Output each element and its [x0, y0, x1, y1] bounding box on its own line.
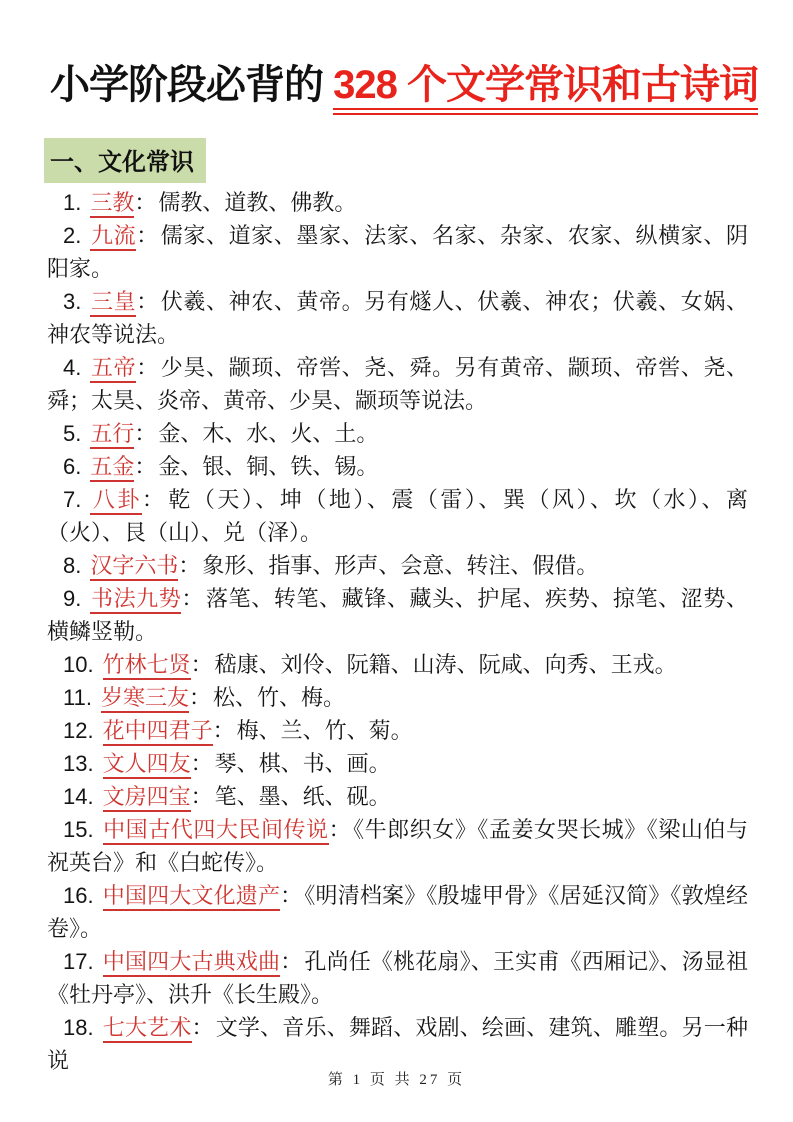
item-text: 孔尚任《桃花扇》、王实甫《西厢记》、汤显祖《牡丹亭》、洪升《长生殿》。 — [47, 949, 748, 1007]
item-colon: ： — [136, 223, 159, 248]
item-colon: ： — [212, 718, 235, 743]
item-colon: ： — [181, 586, 205, 611]
section-heading: 一、文化常识 — [44, 138, 206, 183]
item-colon: ： — [136, 289, 159, 314]
item-text: 《牛郎织女》《孟姜女哭长城》《梁山伯与祝英台》和《白蛇传》。 — [47, 817, 748, 875]
item-colon: ： — [190, 652, 213, 677]
item-number: 17. — [63, 949, 94, 974]
item-text: 梅、兰、竹、菊。 — [236, 718, 413, 743]
item-colon: ： — [141, 487, 167, 512]
section-heading-row — [44, 138, 793, 183]
item-text: 琴、棋、书、画。 — [214, 751, 391, 776]
item-number: 16. — [63, 883, 94, 908]
item-term-highlight: 五行 — [90, 421, 134, 449]
list-item — [47, 285, 748, 351]
item-number: 1. — [63, 190, 82, 215]
item-number: 11. — [63, 685, 92, 710]
list-item — [47, 351, 748, 417]
item-text: 象形、指事、形声、会意、转注、假借。 — [202, 553, 599, 578]
item-number: 10. — [63, 652, 94, 677]
item-term-highlight: 竹林七贤 — [103, 652, 191, 680]
item-term-highlight: 中国四大文化遗产 — [103, 883, 281, 911]
item-text: 《明清档案》《殷墟甲骨》《居延汉简》《敦煌经卷》。 — [47, 883, 748, 941]
item-colon: ： — [328, 817, 352, 842]
page-title — [50, 60, 758, 110]
item-term-highlight: 书法九势 — [90, 586, 181, 614]
page-title-black-part: 小学阶段必背的 — [50, 63, 334, 107]
item-term-highlight: 五金 — [90, 454, 134, 482]
item-number: 12. — [63, 718, 94, 743]
list-item — [47, 549, 748, 582]
list-item — [47, 747, 748, 780]
item-number: 7. — [63, 487, 82, 512]
list-item — [47, 219, 748, 285]
item-colon: ： — [178, 553, 201, 578]
item-text: 笔、墨、纸、砚。 — [214, 784, 391, 809]
item-term-highlight: 三教 — [90, 190, 134, 218]
item-number: 9. — [63, 586, 82, 611]
item-colon: ： — [134, 454, 157, 479]
list-item — [47, 582, 748, 648]
item-number: 2. — [63, 223, 82, 248]
item-text: 少昊、颛顼、帝喾、尧、舜。另有黄帝、颛顼、帝喾、尧、舜；太昊、炎帝、黄帝、少昊、颛顼等说法。 — [47, 355, 748, 413]
item-term-highlight: 文人四友 — [103, 751, 191, 779]
item-text: 落笔、转笔、藏锋、藏头、护尾、疾势、掠笔、涩势、横鳞竖勒。 — [47, 586, 748, 644]
item-text: 金、银、铜、铁、锡。 — [158, 454, 379, 479]
list-item — [47, 450, 748, 483]
item-number: 13. — [63, 751, 94, 776]
item-text: 文学、音乐、舞蹈、戏剧、绘画、建筑、雕塑。另一种说 — [47, 1015, 748, 1073]
item-term-highlight: 花中四君子 — [103, 718, 213, 746]
item-text: 金、木、水、火、土。 — [158, 421, 379, 446]
item-term-highlight: 三皇 — [90, 289, 136, 317]
item-colon: ： — [280, 949, 303, 974]
item-colon: ： — [191, 1015, 214, 1040]
item-text: 松、竹、梅。 — [212, 685, 345, 710]
item-number: 14. — [63, 784, 94, 809]
item-term-highlight: 中国四大古典戏曲 — [103, 949, 281, 977]
item-term-highlight: 七大艺术 — [103, 1015, 192, 1043]
item-term-highlight: 汉字六书 — [90, 553, 178, 581]
item-text: 伏羲、神农、黄帝。另有燧人、伏羲、神农；伏羲、女娲、神农等说法。 — [47, 289, 748, 347]
page-number: 第 1 页 共 27 页 — [327, 1072, 466, 1088]
list-item — [47, 681, 748, 714]
item-term-highlight: 八卦 — [90, 487, 142, 515]
item-colon: ： — [190, 784, 213, 809]
item-number: 8. — [63, 553, 82, 578]
list-item — [47, 186, 748, 219]
item-colon: ： — [134, 421, 157, 446]
item-number: 5. — [63, 421, 82, 446]
list-item — [47, 780, 748, 813]
item-list — [47, 186, 748, 1077]
list-item — [47, 483, 748, 549]
list-item — [47, 714, 748, 747]
item-number: 6. — [63, 454, 82, 479]
list-item — [47, 813, 748, 879]
item-number: 18. — [63, 1015, 94, 1040]
item-colon: ： — [134, 190, 157, 215]
item-number: 15. — [63, 817, 94, 842]
list-item — [47, 945, 748, 1011]
item-colon: ： — [136, 355, 159, 380]
item-term-highlight: 岁寒三友 — [101, 685, 189, 713]
item-colon: ： — [190, 751, 213, 776]
list-item — [47, 879, 748, 945]
item-text: 嵇康、刘伶、阮籍、山涛、阮咸、向秀、王戎。 — [214, 652, 677, 677]
item-term-highlight: 九流 — [90, 223, 136, 251]
item-number: 3. — [63, 289, 82, 314]
item-term-highlight: 五帝 — [90, 355, 136, 383]
item-number: 4. — [63, 355, 82, 380]
item-text: 儒教、道教、佛教。 — [158, 190, 357, 215]
list-item — [47, 417, 748, 450]
item-text: 乾（天）、坤（地）、震（雷）、巽（风）、坎（水）、离（火）、艮（山）、兑（泽）。 — [47, 487, 748, 545]
page-title-red-part: 328 个文学常识和古诗词 — [333, 63, 758, 115]
item-term-highlight: 文房四宝 — [103, 784, 191, 812]
item-text: 儒家、道家、墨家、法家、名家、杂家、农家、纵横家、阴阳家。 — [47, 223, 748, 281]
item-colon: ： — [188, 685, 211, 710]
list-item — [47, 648, 748, 681]
item-colon: ： — [280, 883, 303, 908]
item-term-highlight: 中国古代四大民间传说 — [103, 817, 329, 845]
